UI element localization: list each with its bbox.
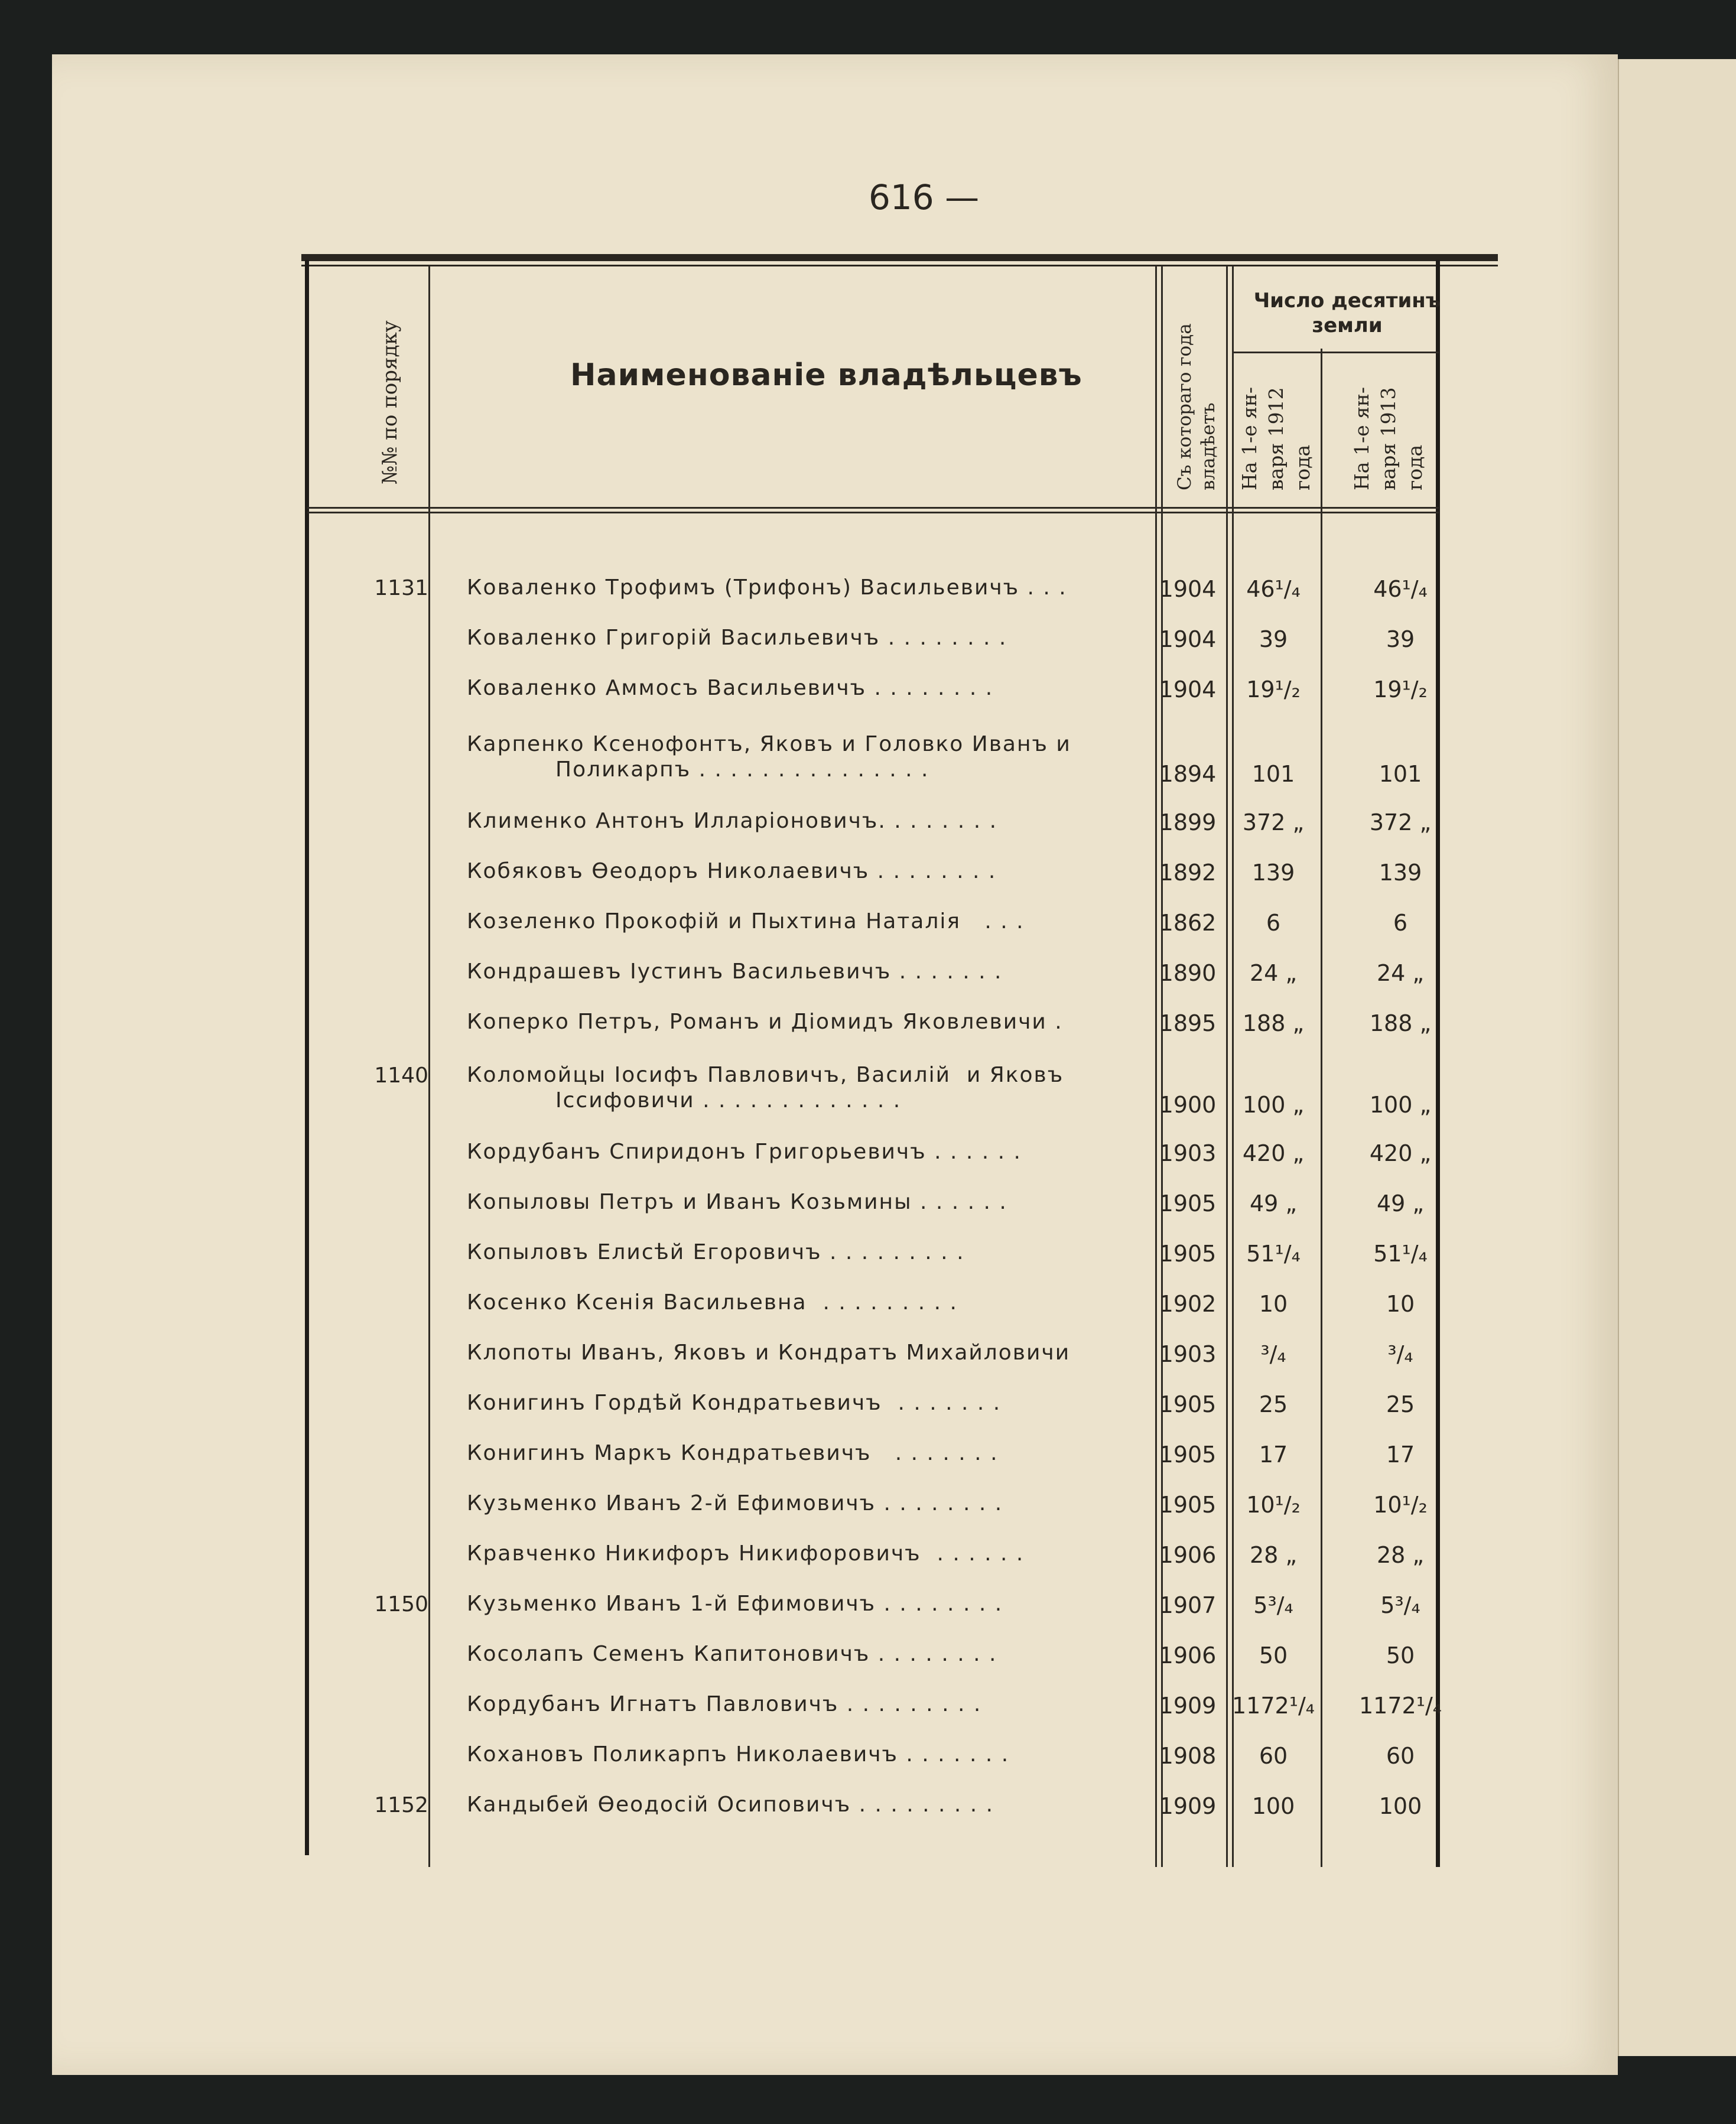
year-owned: 1907 xyxy=(1159,1592,1217,1618)
desiatin-1912: 17 xyxy=(1259,1442,1288,1468)
desiatin-1912: 49 „ xyxy=(1249,1191,1298,1216)
year-owned: 1905 xyxy=(1159,1191,1217,1216)
owner-name: Кузьменко Иванъ 1-й Ефимовичъ . . . . . . . . xyxy=(467,1592,1003,1616)
header-1912-line2: варя 1912 xyxy=(1264,387,1288,490)
owner-name: Кандыбей Ѳеодосій Осиповичъ . . . . . . . . . xyxy=(467,1793,994,1817)
desiatin-1913: 24 „ xyxy=(1376,960,1425,986)
desiatin-1912: 10 xyxy=(1259,1291,1288,1317)
owner-name: Копыловъ Елисѣй Егоровичъ . . . . . . . . . xyxy=(467,1240,965,1264)
year-owned: 1909 xyxy=(1159,1793,1217,1819)
owner-name: Конигинъ Гордѣй Кондратьевичъ . . . . . . . xyxy=(467,1391,1002,1415)
desiatin-1912: 188 „ xyxy=(1242,1010,1305,1036)
owner-name: Козеленко Прокофій и Пыхтина Наталія . . . xyxy=(467,909,1025,933)
year-owned: 1906 xyxy=(1159,1542,1217,1568)
year-owned: 1890 xyxy=(1159,960,1217,986)
desiatin-1913: 100 „ xyxy=(1369,1092,1432,1118)
year-owned: 1900 xyxy=(1159,1092,1217,1118)
owner-name: Косенко Ксенія Васильевна . . . . . . . . . xyxy=(467,1290,958,1315)
page-number: 616 — xyxy=(869,177,980,217)
desiatin-1913: 19¹/₂ xyxy=(1373,676,1428,702)
year-owned: 1903 xyxy=(1159,1341,1217,1367)
header-year-line2: владѣетъ xyxy=(1198,402,1219,490)
desiatin-1912: 6 xyxy=(1266,910,1281,936)
desiatin-1912: 60 xyxy=(1259,1743,1288,1769)
owner-name: Кондрашевъ Іустинъ Васильевичъ . . . . . . . xyxy=(467,959,1003,984)
header-1912-line3: года xyxy=(1291,444,1314,490)
desiatin-1913: 139 xyxy=(1379,860,1422,886)
column-divider xyxy=(1161,266,1163,1867)
owner-name: Конигинъ Маркъ Кондратьевичъ . . . . . . . xyxy=(467,1441,999,1465)
year-owned: 1895 xyxy=(1159,1010,1217,1036)
owner-name: Кохановъ Поликарпъ Николаевичъ . . . . . . . xyxy=(467,1742,1010,1767)
header-num: №№ по порядку xyxy=(378,320,402,484)
desiatin-1913: 28 „ xyxy=(1376,1542,1425,1568)
desiatin-1912: 25 xyxy=(1259,1391,1288,1417)
header-desiat-line1: Число десятинъ xyxy=(1253,289,1441,313)
year-owned: 1908 xyxy=(1159,1743,1217,1769)
owner-name: Кобяковъ Ѳеодоръ Николаевичъ . . . . . . . . xyxy=(467,859,997,883)
year-owned: 1905 xyxy=(1159,1391,1217,1417)
owner-name: Косолапъ Семенъ Капитоновичъ . . . . . . . . xyxy=(467,1642,997,1666)
owner-name: Коваленко Григорій Васильевичъ . . . . . . . . xyxy=(467,626,1007,650)
header-1912-line1: На 1-е ян- xyxy=(1238,386,1261,490)
top-rule-thin xyxy=(301,265,1498,266)
desiatin-1913: 50 xyxy=(1386,1642,1415,1668)
header-1913-line3: года xyxy=(1403,444,1426,490)
desiatin-1913: 6 xyxy=(1393,910,1408,936)
owner-name: Клопоты Иванъ, Яковъ и Кондратъ Михайловичи xyxy=(467,1341,1071,1365)
desiatin-1913: 46¹/₄ xyxy=(1373,576,1428,602)
desiatin-1913: 420 „ xyxy=(1369,1140,1432,1166)
owner-name: Кузьменко Иванъ 2-й Ефимовичъ . . . . . . . . xyxy=(467,1491,1003,1515)
desiatin-1913: 10 xyxy=(1386,1291,1415,1317)
owner-name: Кордубанъ Спиридонъ Григорьевичъ . . . . . . xyxy=(467,1140,1022,1164)
desiatin-1913: 188 „ xyxy=(1369,1010,1432,1036)
year-owned: 1902 xyxy=(1159,1291,1217,1317)
desiatin-1912: 10¹/₂ xyxy=(1246,1492,1301,1518)
top-rule xyxy=(301,254,1498,261)
owner-name: Коперко Петръ, Романъ и Діомидъ Яковлевичи . xyxy=(467,1010,1063,1034)
desiatin-1912: 39 xyxy=(1259,626,1288,652)
year-owned: 1904 xyxy=(1159,576,1217,602)
year-owned: 1892 xyxy=(1159,860,1217,886)
desiatin-1912: 100 xyxy=(1251,1793,1295,1819)
desiatin-1913: 51¹/₄ xyxy=(1373,1241,1428,1267)
desiatin-1913: 60 xyxy=(1386,1743,1415,1769)
year-owned: 1906 xyxy=(1159,1642,1217,1668)
desiatin-1913: 25 xyxy=(1386,1391,1415,1417)
desiatin-1912: 50 xyxy=(1259,1642,1288,1668)
desiatin-1913: 10¹/₂ xyxy=(1373,1492,1428,1518)
row-number: 1152 xyxy=(374,1793,428,1817)
desiatin-1912: 28 „ xyxy=(1249,1542,1298,1568)
owner-name-continuation: Іссифовичи . . . . . . . . . . . . . xyxy=(555,1088,902,1113)
header-desiat-line2: земли xyxy=(1312,314,1383,337)
owner-name: Коваленко Трофимъ (Трифонъ) Васильевичъ . . . xyxy=(467,575,1067,600)
year-owned: 1905 xyxy=(1159,1442,1217,1468)
desiatin-1912: 1172¹/₄ xyxy=(1232,1693,1315,1719)
column-divider xyxy=(428,266,430,1867)
column-divider xyxy=(1232,266,1234,1867)
owner-name: Коваленко Аммосъ Васильевичъ . . . . . . . . xyxy=(467,676,994,700)
desiatin-1913: 5³/₄ xyxy=(1380,1592,1420,1618)
header-1913-line2: варя 1913 xyxy=(1377,387,1400,490)
desiatin-1912: 46¹/₄ xyxy=(1246,576,1301,602)
year-owned: 1899 xyxy=(1159,809,1217,835)
header-name: Наименованіе владѣльцевъ xyxy=(570,357,1082,393)
header-1913-line1: На 1-е ян- xyxy=(1350,386,1373,490)
year-owned: 1894 xyxy=(1159,761,1217,787)
owner-name-continuation: Поликарпъ . . . . . . . . . . . . . . . xyxy=(555,757,929,782)
desiatin-1913: 100 xyxy=(1379,1793,1422,1819)
desiatin-1912: 372 „ xyxy=(1242,809,1305,835)
desiatin-1913: 1172¹/₄ xyxy=(1359,1693,1442,1719)
owner-name: Кравченко Никифоръ Никифоровичъ . . . . . . xyxy=(467,1541,1025,1566)
table-right-border xyxy=(1436,260,1440,1867)
desiatin-1912: 139 xyxy=(1251,860,1295,886)
desiatin-1913: 101 xyxy=(1379,761,1422,787)
year-owned: 1862 xyxy=(1159,910,1217,936)
desiatin-1913: 17 xyxy=(1386,1442,1415,1468)
owner-name: Кордубанъ Игнатъ Павловичъ . . . . . . . . . xyxy=(467,1692,982,1716)
owner-name: Карпенко Ксенофонтъ, Яковъ и Головко Иванъ и xyxy=(467,732,1071,756)
owner-name: Клименко Антонъ Илларіоновичъ. . . . . . . . xyxy=(467,809,998,833)
desiatin-1912: 19¹/₂ xyxy=(1246,676,1301,702)
year-owned: 1904 xyxy=(1159,626,1217,652)
owner-name: Копыловы Петръ и Иванъ Козьмины . . . . . . xyxy=(467,1190,1007,1214)
desiatin-1912: ³/₄ xyxy=(1260,1341,1286,1367)
header-divider xyxy=(1232,352,1439,353)
desiatin-1912: 51¹/₄ xyxy=(1246,1241,1301,1267)
desiatin-1913: 49 „ xyxy=(1376,1191,1425,1216)
header-bottom-rule xyxy=(307,507,1439,509)
row-number: 1150 xyxy=(374,1592,428,1616)
column-divider xyxy=(1155,266,1157,1867)
owner-name: Коломойцы Іосифъ Павловичъ, Василій и Яковъ xyxy=(467,1063,1064,1087)
row-number: 1140 xyxy=(374,1063,428,1088)
desiatin-1913: 39 xyxy=(1386,626,1415,652)
header-desiat xyxy=(1244,288,1451,338)
year-owned: 1904 xyxy=(1159,676,1217,702)
facing-page-edge xyxy=(1618,59,1736,2056)
desiatin-1912: 101 xyxy=(1251,761,1295,787)
year-owned: 1905 xyxy=(1159,1241,1217,1267)
table-left-border xyxy=(305,260,309,1855)
desiatin-1912: 24 „ xyxy=(1249,960,1298,986)
desiatin-1913: 372 „ xyxy=(1369,809,1432,835)
desiatin-1912: 100 „ xyxy=(1242,1092,1305,1118)
header-bottom-rule-2 xyxy=(307,512,1439,513)
desiatin-1913: ³/₄ xyxy=(1387,1341,1413,1367)
desiatin-1912: 420 „ xyxy=(1242,1140,1305,1166)
column-divider xyxy=(1226,266,1228,1867)
year-owned: 1905 xyxy=(1159,1492,1217,1518)
desiatin-1912: 5³/₄ xyxy=(1253,1592,1293,1618)
row-number: 1131 xyxy=(374,576,428,600)
header-year-line1: Съ котораго года xyxy=(1174,323,1195,490)
year-owned: 1903 xyxy=(1159,1140,1217,1166)
year-owned: 1909 xyxy=(1159,1693,1217,1719)
